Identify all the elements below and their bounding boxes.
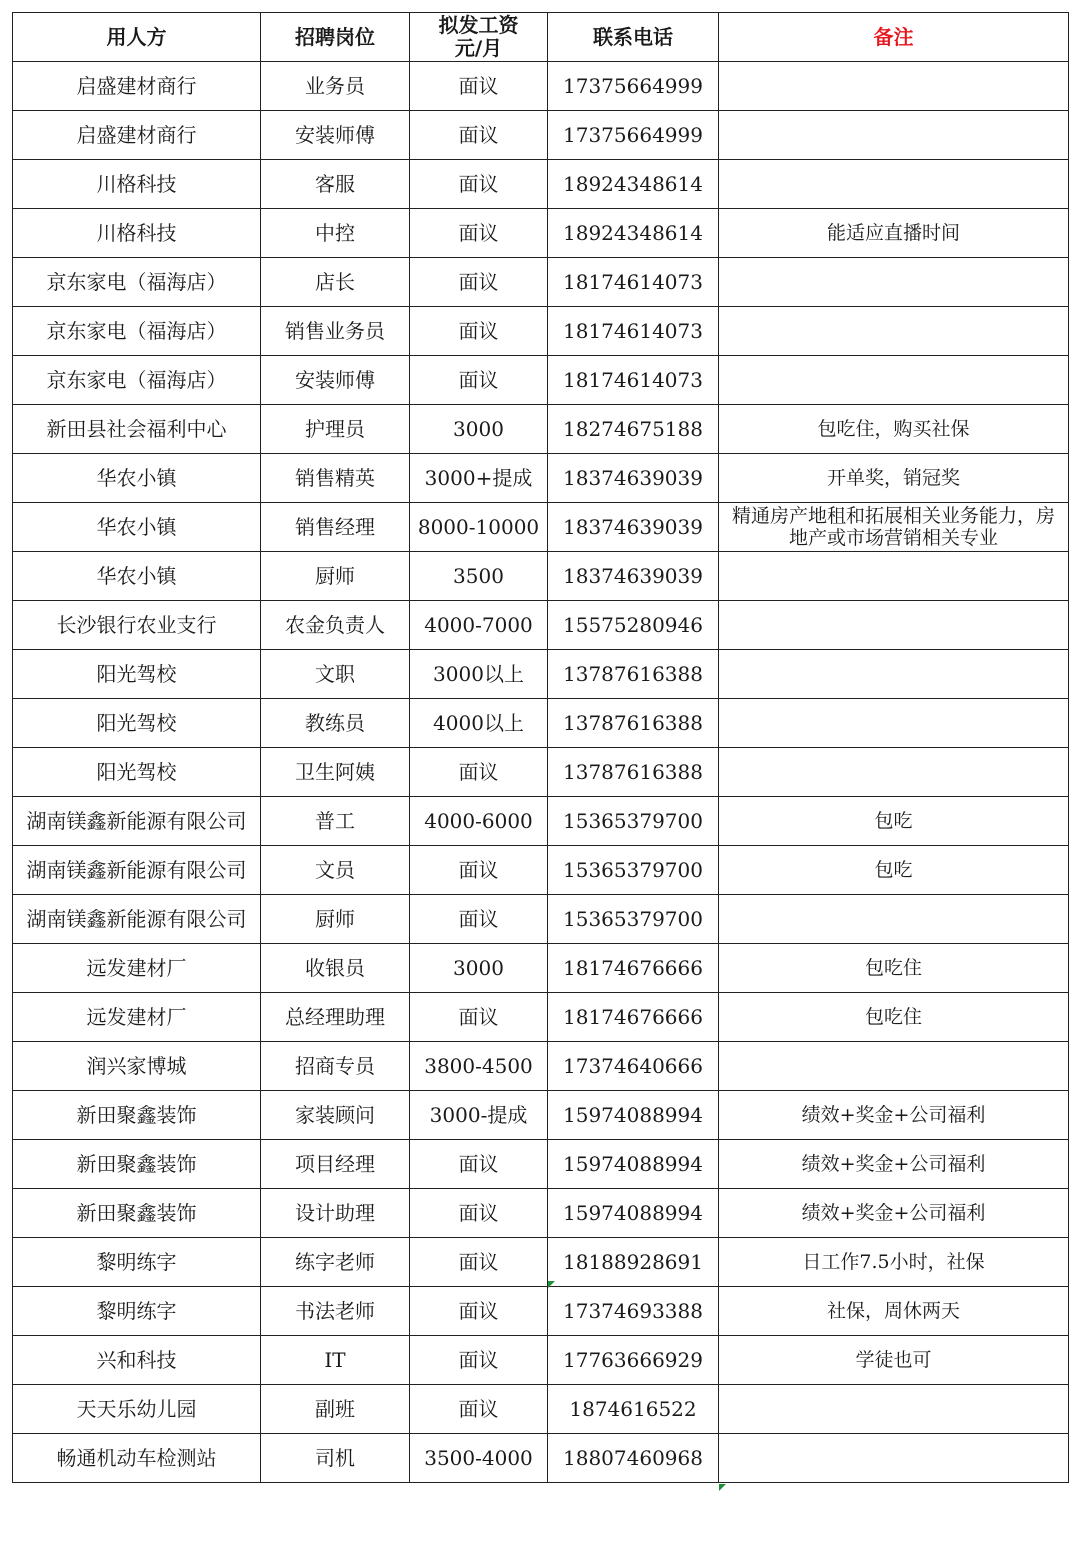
cell-phone: 15974088994 [548,1091,719,1140]
cell-phone: 18174676666 [548,993,719,1042]
cell-position: 副班 [261,1385,410,1434]
cell-note: 能适应直播时间 [719,209,1069,258]
cell-position: 设计助理 [261,1189,410,1238]
cell-note [719,258,1069,307]
cell-note: 学徒也可 [719,1336,1069,1385]
cell-position: 农金负责人 [261,601,410,650]
table-row [13,601,1069,650]
cell-note [719,1042,1069,1091]
cell-note [719,307,1069,356]
cell-position: 项目经理 [261,1140,410,1189]
cell-phone: 18188928691 [548,1238,719,1287]
cell-position: 文职 [261,650,410,699]
cell-salary: 3500-4000 [410,1434,548,1483]
table-row [13,258,1069,307]
table-row [13,944,1069,993]
cell-note: 绩效+奖金+公司福利 [719,1189,1069,1238]
cell-employer: 新田聚鑫装饰 [13,1091,261,1140]
table-row [13,1189,1069,1238]
cell-position: 招商专员 [261,1042,410,1091]
cell-note [719,650,1069,699]
cell-note [719,62,1069,111]
cell-note: 包吃住，购买社保 [719,405,1069,454]
cell-position: IT [261,1336,410,1385]
cell-position: 卫生阿姨 [261,748,410,797]
cell-salary: 面议 [410,111,548,160]
cell-comment-marker [548,1281,555,1288]
cell-employer: 华农小镇 [13,503,261,552]
cell-position: 业务员 [261,62,410,111]
cell-position: 书法老师 [261,1287,410,1336]
cell-note: 包吃 [719,797,1069,846]
cell-position: 店长 [261,258,410,307]
cell-salary: 面议 [410,160,548,209]
table-row [13,1336,1069,1385]
cell-note: 社保，周休两天 [719,1287,1069,1336]
table-body [13,62,1069,1483]
table-row [13,1287,1069,1336]
cell-employer: 新田聚鑫装饰 [13,1189,261,1238]
cell-position: 销售精英 [261,454,410,503]
cell-employer: 润兴家博城 [13,1042,261,1091]
cell-position: 客服 [261,160,410,209]
cell-position: 司机 [261,1434,410,1483]
cell-note [719,111,1069,160]
cell-note: 绩效+奖金+公司福利 [719,1091,1069,1140]
cell-note: 包吃住 [719,944,1069,993]
cell-salary: 面议 [410,846,548,895]
table-row [13,846,1069,895]
cell-salary: 3000-提成 [410,1091,548,1140]
cell-phone: 18174614073 [548,307,719,356]
cell-position: 厨师 [261,552,410,601]
cell-phone: 18374639039 [548,552,719,601]
cell-position: 收银员 [261,944,410,993]
cell-phone: 15365379700 [548,895,719,944]
cell-note [719,748,1069,797]
header-salary [410,13,548,62]
cell-salary: 面议 [410,209,548,258]
cell-note [719,1385,1069,1434]
cell-phone: 18924348614 [548,160,719,209]
table-row [13,111,1069,160]
cell-salary: 面议 [410,895,548,944]
table-row [13,356,1069,405]
cell-phone: 13787616388 [548,699,719,748]
cell-employer: 天天乐幼儿园 [13,1385,261,1434]
cell-salary: 面议 [410,356,548,405]
cell-position: 教练员 [261,699,410,748]
cell-salary: 3000 [410,944,548,993]
cell-phone: 17374640666 [548,1042,719,1091]
header-salary-line2: 元/月 [454,36,503,60]
cell-position: 普工 [261,797,410,846]
cell-note [719,552,1069,601]
cell-employer: 京东家电（福海店） [13,258,261,307]
cell-note [719,1434,1069,1483]
cell-employer: 畅通机动车检测站 [13,1434,261,1483]
table-row [13,1238,1069,1287]
cell-employer: 新田聚鑫装饰 [13,1140,261,1189]
header-note: 备注 [719,13,1069,62]
table-row [13,160,1069,209]
table-row [13,552,1069,601]
cell-comment-marker [719,1484,726,1491]
cell-phone: 18807460968 [548,1434,719,1483]
cell-phone: 18174676666 [548,944,719,993]
cell-phone: 18374639039 [548,454,719,503]
cell-salary: 面议 [410,748,548,797]
header-phone: 联系电话 [548,13,719,62]
cell-salary: 3000+提成 [410,454,548,503]
table-row [13,503,1069,552]
cell-position: 厨师 [261,895,410,944]
cell-note: 包吃 [719,846,1069,895]
cell-employer: 湖南镁鑫新能源有限公司 [13,797,261,846]
table-row [13,1385,1069,1434]
cell-employer: 启盛建材商行 [13,111,261,160]
cell-salary: 面议 [410,1238,548,1287]
cell-employer: 川格科技 [13,209,261,258]
cell-salary: 面议 [410,258,548,307]
cell-note: 精通房产地租和拓展相关业务能力，房地产或市场营销相关专业 [719,503,1069,552]
cell-salary: 面议 [410,1385,548,1434]
cell-employer: 京东家电（福海店） [13,307,261,356]
header-position: 招聘岗位 [261,13,410,62]
table-row [13,895,1069,944]
cell-salary: 4000-7000 [410,601,548,650]
cell-phone: 17374693388 [548,1287,719,1336]
table-row [13,209,1069,258]
cell-phone: 15974088994 [548,1140,719,1189]
table-row [13,797,1069,846]
cell-salary: 面议 [410,1336,548,1385]
cell-phone: 17763666929 [548,1336,719,1385]
table-row [13,748,1069,797]
table-row [13,454,1069,503]
cell-salary: 3800-4500 [410,1042,548,1091]
cell-position: 护理员 [261,405,410,454]
cell-position: 销售业务员 [261,307,410,356]
cell-employer: 华农小镇 [13,454,261,503]
cell-salary: 3500 [410,552,548,601]
cell-phone: 15365379700 [548,797,719,846]
cell-position: 家装顾问 [261,1091,410,1140]
cell-employer: 华农小镇 [13,552,261,601]
cell-position: 销售经理 [261,503,410,552]
table-row [13,1042,1069,1091]
cell-note: 开单奖，销冠奖 [719,454,1069,503]
table-row [13,1434,1069,1483]
cell-note: 日工作7.5小时，社保 [719,1238,1069,1287]
cell-phone: 13787616388 [548,748,719,797]
cell-salary: 面议 [410,1189,548,1238]
cell-salary: 4000-6000 [410,797,548,846]
cell-position: 安装师傅 [261,356,410,405]
header-employer: 用人方 [13,13,261,62]
cell-phone: 18374639039 [548,503,719,552]
cell-employer: 长沙银行农业支行 [13,601,261,650]
cell-note: 绩效+奖金+公司福利 [719,1140,1069,1189]
table-row [13,62,1069,111]
cell-position: 练字老师 [261,1238,410,1287]
cell-salary: 3000以上 [410,650,548,699]
cell-salary: 面议 [410,62,548,111]
cell-position: 总经理助理 [261,993,410,1042]
cell-employer: 湖南镁鑫新能源有限公司 [13,895,261,944]
cell-position: 中控 [261,209,410,258]
header-row [13,13,1069,62]
cell-phone: 15974088994 [548,1189,719,1238]
cell-employer: 黎明练字 [13,1238,261,1287]
cell-salary: 面议 [410,307,548,356]
table-row [13,699,1069,748]
cell-phone: 18274675188 [548,405,719,454]
cell-phone: 18924348614 [548,209,719,258]
cell-salary: 3000 [410,405,548,454]
cell-salary: 面议 [410,993,548,1042]
cell-salary: 面议 [410,1287,548,1336]
cell-employer: 远发建材厂 [13,993,261,1042]
header-salary-line1: 拟发工资 [438,13,519,37]
cell-position: 文员 [261,846,410,895]
cell-employer: 阳光驾校 [13,650,261,699]
table-row [13,307,1069,356]
cell-employer: 湖南镁鑫新能源有限公司 [13,846,261,895]
cell-employer: 远发建材厂 [13,944,261,993]
table-row [13,1091,1069,1140]
cell-note [719,356,1069,405]
cell-salary: 4000以上 [410,699,548,748]
cell-employer: 京东家电（福海店） [13,356,261,405]
cell-phone: 1874616522 [548,1385,719,1434]
cell-note [719,601,1069,650]
job-listing-table [12,12,1069,1483]
cell-phone: 15575280946 [548,601,719,650]
cell-phone: 15365379700 [548,846,719,895]
cell-employer: 阳光驾校 [13,748,261,797]
cell-salary: 面议 [410,1140,548,1189]
cell-employer: 兴和科技 [13,1336,261,1385]
cell-phone: 18174614073 [548,258,719,307]
cell-phone: 17375664999 [548,62,719,111]
cell-phone: 17375664999 [548,111,719,160]
cell-note [719,160,1069,209]
table-row [13,1140,1069,1189]
table-row [13,993,1069,1042]
cell-employer: 黎明练字 [13,1287,261,1336]
cell-employer: 阳光驾校 [13,699,261,748]
cell-note: 包吃住 [719,993,1069,1042]
cell-salary: 8000-10000 [410,503,548,552]
table-row [13,650,1069,699]
cell-phone: 13787616388 [548,650,719,699]
cell-note [719,895,1069,944]
cell-note [719,699,1069,748]
cell-employer: 川格科技 [13,160,261,209]
table-row [13,405,1069,454]
cell-phone: 18174614073 [548,356,719,405]
cell-employer: 启盛建材商行 [13,62,261,111]
cell-position: 安装师傅 [261,111,410,160]
cell-employer: 新田县社会福利中心 [13,405,261,454]
